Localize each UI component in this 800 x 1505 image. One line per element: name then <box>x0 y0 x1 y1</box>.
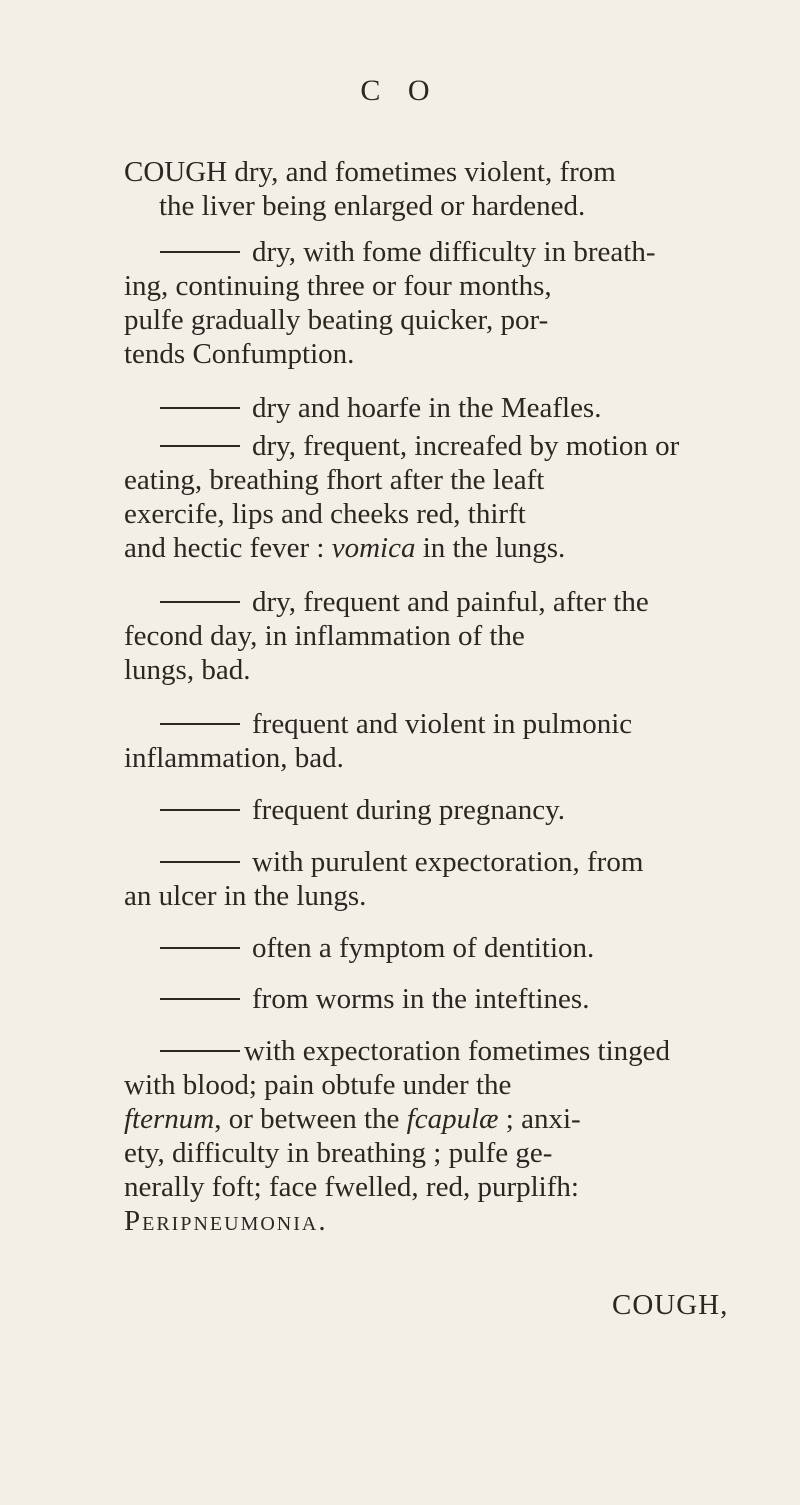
ditto-dash <box>160 998 240 1000</box>
ditto-dash <box>160 947 240 949</box>
entry-line: exercife, lips and cheeks red, thirft <box>124 498 526 530</box>
ditto-dash <box>160 407 240 409</box>
entry-line: COUGH dry, and fometimes violent, from <box>124 156 616 188</box>
entry-line: inflammation, bad. <box>124 742 344 774</box>
entry-line: dry and hoarfe in the Meafles. <box>160 392 601 425</box>
entry-line: an ulcer in the lungs. <box>124 880 367 912</box>
entry-line: dry, with fome difficulty in breath- <box>160 236 655 269</box>
entry-line: frequent during pregnancy. <box>160 794 565 827</box>
headword: COUGH <box>124 156 228 188</box>
ditto-dash <box>160 723 240 725</box>
entry-line: ing, continuing three or four months, <box>124 270 552 302</box>
ditto-dash <box>160 809 240 811</box>
entry-line: eating, breathing fhort after the leaft <box>124 464 545 496</box>
entry-line: tends Confumption. <box>124 338 355 370</box>
ditto-dash <box>160 601 240 603</box>
entry-line: frequent and violent in pulmonic <box>160 708 632 741</box>
catchword: COUGH, <box>612 1289 729 1321</box>
entry-line: with expectoration fometimes tinged <box>160 1035 670 1068</box>
entry-line: dry, frequent and painful, after the <box>160 586 649 619</box>
running-head: C O <box>360 74 440 107</box>
entry-line: pulfe gradually beating quicker, por- <box>124 304 549 336</box>
entry-line: lungs, bad. <box>124 654 251 686</box>
entry-line: dry, frequent, increafed by motion or <box>160 430 679 463</box>
entry-line: often a fymptom of dentition. <box>160 932 594 965</box>
ditto-dash <box>160 1050 240 1052</box>
entry-line: with blood; pain obtufe under the <box>124 1069 512 1101</box>
entry-line: and hectic fever : vomica in the lungs. <box>124 532 566 564</box>
entry-line: nerally foft; face fwelled, red, purplifh: <box>124 1171 579 1203</box>
ditto-dash <box>160 445 240 447</box>
entry-line-disease-name: Peripneumonia. <box>124 1205 328 1237</box>
entry-line: the liver being enlarged or hardened. <box>159 190 586 222</box>
entry-line: fecond day, in inflammation of the <box>124 620 525 652</box>
ditto-dash <box>160 861 240 863</box>
ditto-dash <box>160 251 240 253</box>
entry-line: with purulent expectoration, from <box>160 846 643 879</box>
entry-line: fternum, or between the fcapulæ ; anxi- <box>124 1103 581 1135</box>
entry-line: ety, difficulty in breathing ; pulfe ge- <box>124 1137 553 1169</box>
entry-line: from worms in the inteftines. <box>160 983 589 1016</box>
